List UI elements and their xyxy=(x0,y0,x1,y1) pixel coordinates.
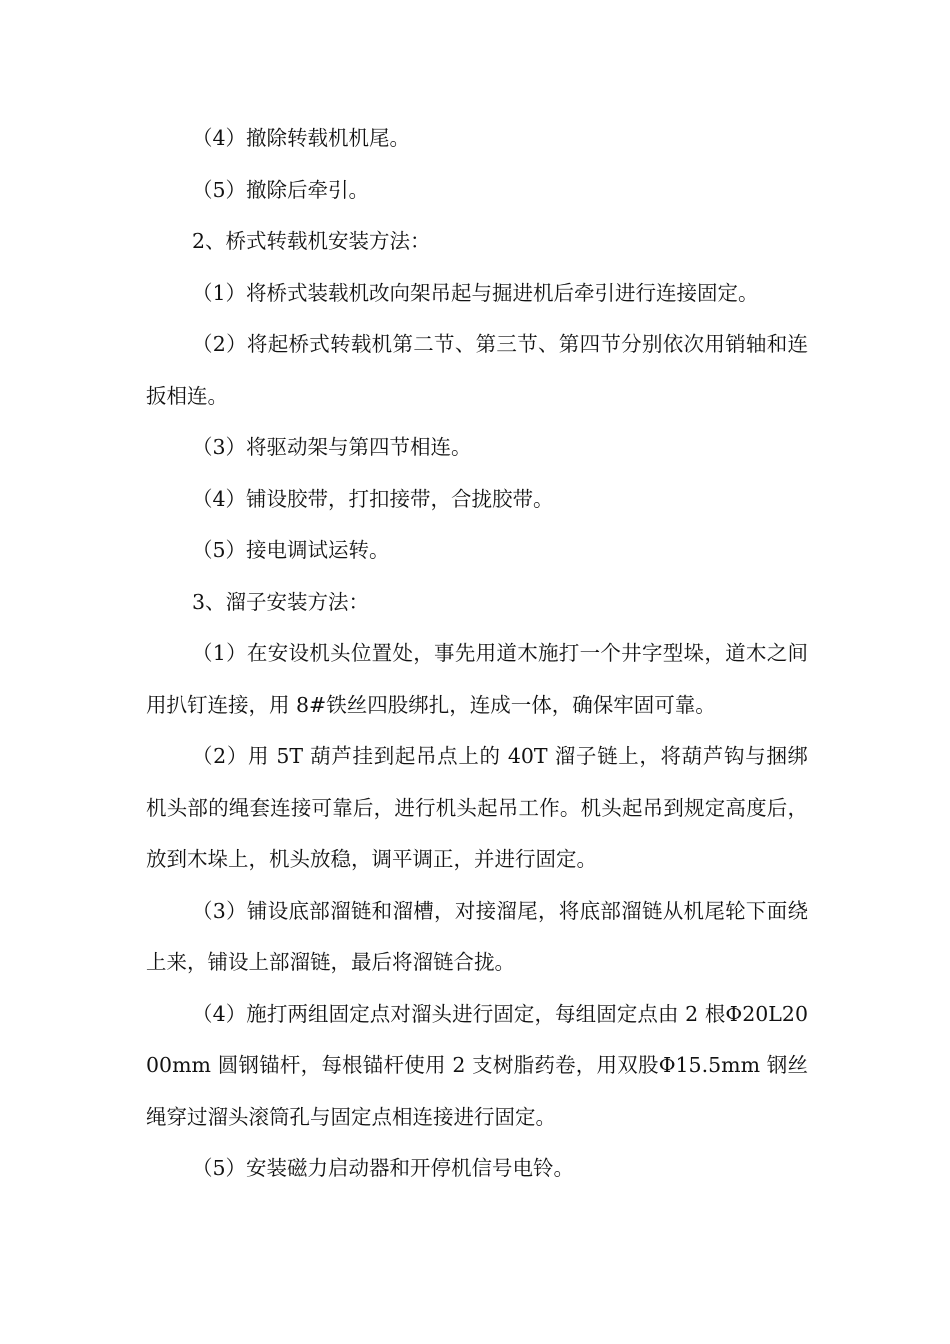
paragraph-scraper-step-4: （4）施打两组固定点对溜头进行固定，每组固定点由 2 根Φ20L2000mm 圆钢锚杆，每根锚杆使用 2 支树脂药卷，用双股Φ15.5mm 钢丝绳穿过溜头滚筒孔与固定点相连接进行固定。 xyxy=(146,1001,808,1129)
paragraph-bridge-step-2: （2）将起桥式转载机第二节、第三节、第四节分别依次用销轴和连扳相连。 xyxy=(146,332,808,408)
paragraph-scraper-step-2: （2）用 5T 葫芦挂到起吊点上的 40T 溜子链上，将葫芦钩与捆绑机头部的绳套连接可靠后，进行机头起吊工作。机头起吊到规定高度后，放到木垛上，机头放稳，调平调正，并进行固定。 xyxy=(146,744,808,871)
paragraph-scraper-step-3: （3）铺设底部溜链和溜槽，对接溜尾，将底部溜链从机尾轮下面绕上来，铺设上部溜链，最后将溜链合拢。 xyxy=(146,898,808,974)
paragraph-bridge-step-1: （1）将桥式装载机改向架吊起与掘进机后牵引进行连接固定。 xyxy=(192,280,759,305)
paragraph-bridge-step-3: （3）将驱动架与第四节相连。 xyxy=(192,435,472,459)
paragraph-step-4-remove-tail: （4）撤除转载机机尾。 xyxy=(192,126,411,150)
paragraph-bridge-step-5: （5）接电调试运转。 xyxy=(192,538,390,562)
section-heading-bridge-conveyor-install: 2、桥式转载机安装方法： xyxy=(192,229,431,253)
section-heading-scraper-install: 3、溜子安装方法： xyxy=(192,589,370,614)
document-body xyxy=(146,113,808,1195)
paragraph-step-5-remove-rear-traction: （5）撤除后牵引。 xyxy=(192,177,370,202)
paragraph-scraper-step-1: （1）在安设机头位置处，事先用道木施打一个井字型垛，道木之间用扒钉连接，用 8#铁丝四股绑扎，连成一体，确保牢固可靠。 xyxy=(146,641,808,717)
paragraph-scraper-step-5: （5）安装磁力启动器和开停机信号电铃。 xyxy=(192,1156,575,1180)
paragraph-bridge-step-4: （4）铺设胶带，打扣接带，合拢胶带。 xyxy=(192,486,554,511)
